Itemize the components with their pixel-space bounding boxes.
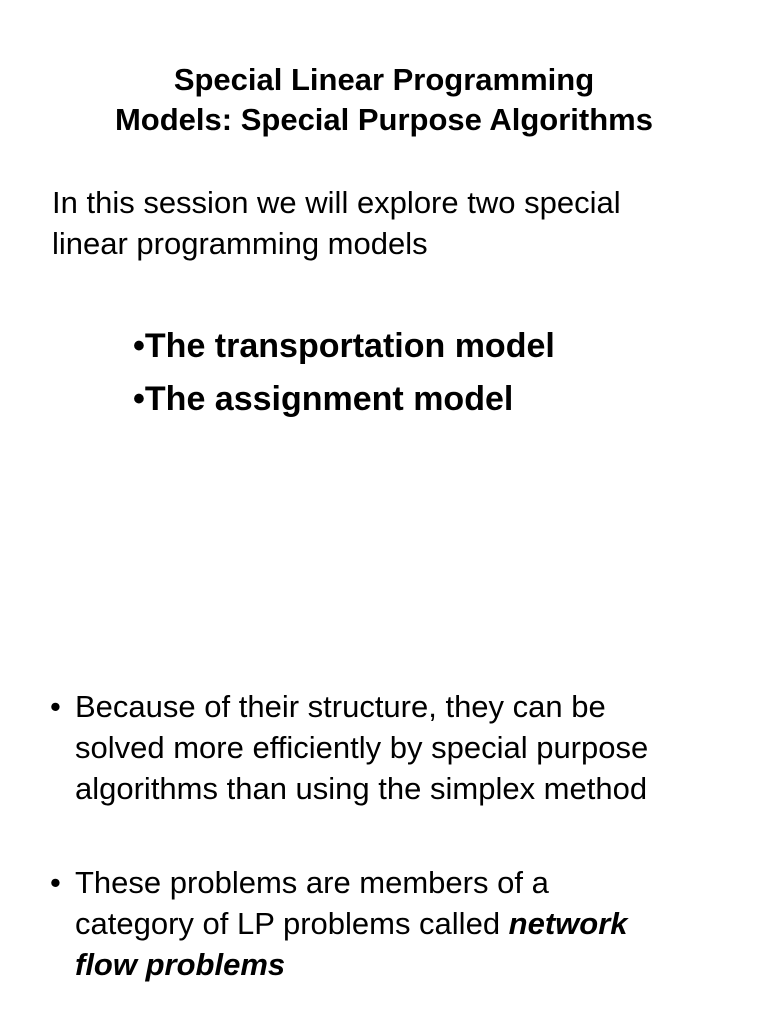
note-item-structure: [50, 686, 730, 809]
emphasized-term: flow problems: [75, 947, 286, 982]
slide-title-line-1: Special Linear Programming: [173, 62, 595, 97]
bullet-glyph: •: [133, 380, 145, 418]
intro-line-1: In this session we will explore two special: [52, 185, 621, 220]
note-line: These problems are members of a: [75, 865, 549, 900]
bullet-glyph: •: [50, 689, 61, 724]
model-item-transportation: [133, 320, 555, 373]
model-label: The transportation model: [144, 327, 555, 365]
slide-title-line-2: Models: Special Purpose Algorithms: [114, 102, 653, 137]
slide-title: [20, 60, 748, 140]
note-line: solved more efficiently by special purpose: [75, 730, 649, 765]
note-line: [75, 903, 730, 944]
emphasized-term: network: [508, 906, 628, 941]
model-label: The assignment model: [144, 380, 514, 418]
intro-paragraph: [52, 182, 732, 264]
note-line: Because of their structure, they can be: [75, 689, 606, 724]
model-list: [133, 320, 555, 426]
note-line: algorithms than using the simplex method: [75, 771, 648, 806]
bullet-glyph: •: [50, 865, 61, 900]
note-text: category of LP problems called: [75, 906, 509, 941]
model-item-assignment: [133, 373, 555, 426]
bullet-glyph: •: [133, 327, 145, 365]
note-item-network-flow: [50, 862, 730, 985]
notes-list: [50, 686, 730, 985]
intro-line-2: linear programming models: [52, 226, 428, 261]
